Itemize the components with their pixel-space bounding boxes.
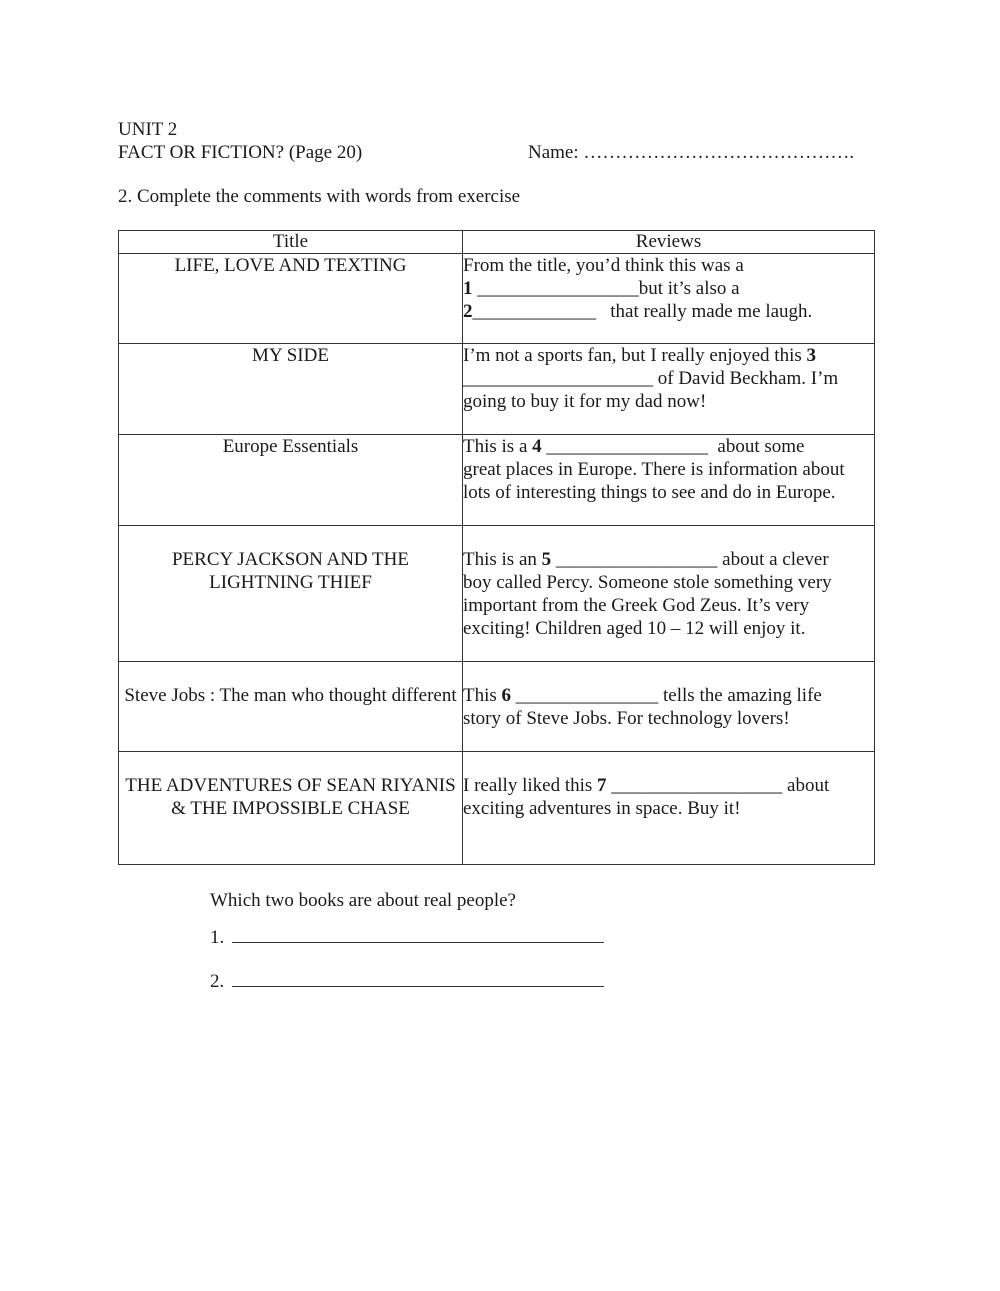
gap-number: 5 <box>541 549 552 570</box>
review-text: From the title, you’d think this was a <box>463 255 744 276</box>
review-line <box>463 390 874 413</box>
review-line <box>463 367 874 390</box>
review-text: tells the amazing life <box>658 685 822 706</box>
review-text: This is a <box>463 436 533 457</box>
book-title: LIFE, LOVE AND TEXTING <box>174 255 407 276</box>
review-line <box>463 435 874 458</box>
review-line <box>463 797 874 820</box>
review-text: exciting adventures in space. Buy it! <box>463 798 741 819</box>
review-line <box>463 571 874 594</box>
answer-line-2[interactable] <box>210 968 604 993</box>
review-cell <box>463 254 875 344</box>
gap-blank[interactable]: _________________ <box>551 549 718 570</box>
question-text: Which two books are about real people? <box>210 890 516 911</box>
review-text: story of Steve Jobs. For technology lovers! <box>463 708 790 729</box>
review-text: This is an <box>463 549 542 570</box>
review-cell <box>463 662 875 752</box>
exercise-instruction: 2. Complete the comments with words from exercise <box>118 186 521 207</box>
review-line <box>463 617 874 640</box>
book-title: PERCY JACKSON AND THE LIGHTNING THIEF <box>171 549 409 593</box>
answer-line-1[interactable] <box>210 924 604 949</box>
column-header-title: Title <box>119 231 463 254</box>
review-line <box>463 458 874 481</box>
table-row <box>119 752 875 865</box>
column-header-reviews: Reviews <box>463 231 875 254</box>
review-text: boy called Percy. Someone stole something very <box>463 572 832 593</box>
review-line <box>463 481 874 504</box>
gap-number: 7 <box>597 775 607 796</box>
book-title-cell <box>119 435 463 526</box>
table-row <box>119 526 875 662</box>
review-line <box>463 774 874 797</box>
unit-heading: UNIT 2 <box>118 119 178 140</box>
book-title-cell <box>119 344 463 435</box>
answer-number: 2. <box>210 971 225 992</box>
review-text: I really liked this <box>463 775 598 796</box>
review-text: I’m not a sports fan, but I really enjoyed this <box>463 345 807 366</box>
gap-number: 4 <box>532 436 542 457</box>
table-row <box>119 344 875 435</box>
review-text: important from the Greek God Zeus. It’s very <box>463 595 810 616</box>
book-title: THE ADVENTURES OF SEAN RIYANIS & THE IMPOSSIBLE CHASE <box>125 775 456 819</box>
review-text: about a clever <box>717 549 829 570</box>
book-title-cell <box>119 526 463 662</box>
gap-number: 3 <box>806 345 817 366</box>
gap-blank[interactable]: _______________ <box>511 685 659 706</box>
review-line <box>463 277 874 300</box>
answer-blank[interactable] <box>232 924 604 943</box>
review-text: that really made me laugh. <box>596 301 813 322</box>
reviews-table <box>118 230 875 865</box>
gap-blank[interactable]: __________________ <box>606 775 783 796</box>
gap-blank[interactable]: ____________________ <box>463 368 653 389</box>
review-line <box>463 344 874 367</box>
table-row <box>119 254 875 344</box>
review-line <box>463 684 874 707</box>
review-text: about <box>782 775 830 796</box>
book-title-cell <box>119 662 463 752</box>
gap-number: 6 <box>501 685 512 706</box>
review-cell <box>463 344 875 435</box>
gap-number: 1 <box>463 278 473 299</box>
review-line <box>463 707 874 730</box>
book-title-cell <box>119 254 463 344</box>
review-cell <box>463 752 875 865</box>
book-title-cell <box>119 752 463 865</box>
review-line <box>463 548 874 571</box>
review-cell <box>463 526 875 662</box>
review-text: great places in Europe. There is information about <box>463 459 845 480</box>
book-title: Steve Jobs : The man who thought different <box>124 685 457 706</box>
table-header-row <box>119 231 875 254</box>
review-text: going to buy it for my dad now! <box>463 391 707 412</box>
review-line <box>463 594 874 617</box>
name-field-label: Name: ……………………………………. <box>528 142 855 163</box>
review-text: about some <box>707 436 805 457</box>
gap-blank[interactable]: _________________ <box>477 278 639 299</box>
review-line <box>463 300 874 323</box>
review-text: but it’s also a <box>638 278 740 299</box>
page-title: FACT OR FICTION? (Page 20) <box>118 142 363 163</box>
answer-number: 1. <box>210 927 225 948</box>
table-row <box>119 435 875 526</box>
review-cell <box>463 435 875 526</box>
book-title: Europe Essentials <box>222 436 359 457</box>
review-line <box>463 254 874 277</box>
review-text: This <box>463 685 502 706</box>
answer-blank[interactable] <box>232 968 604 987</box>
gap-blank[interactable]: _____________ <box>472 301 596 322</box>
review-text: lots of interesting things to see and do in Europe. <box>463 482 836 503</box>
gap-blank[interactable]: _________________ <box>541 436 708 457</box>
review-text: exciting! Children aged 10 – 12 will enjoy it. <box>463 618 806 639</box>
table-row <box>119 662 875 752</box>
book-title: MY SIDE <box>252 345 329 366</box>
gap-number: 2 <box>463 301 473 322</box>
review-text: of David Beckham. I’m <box>653 368 839 389</box>
